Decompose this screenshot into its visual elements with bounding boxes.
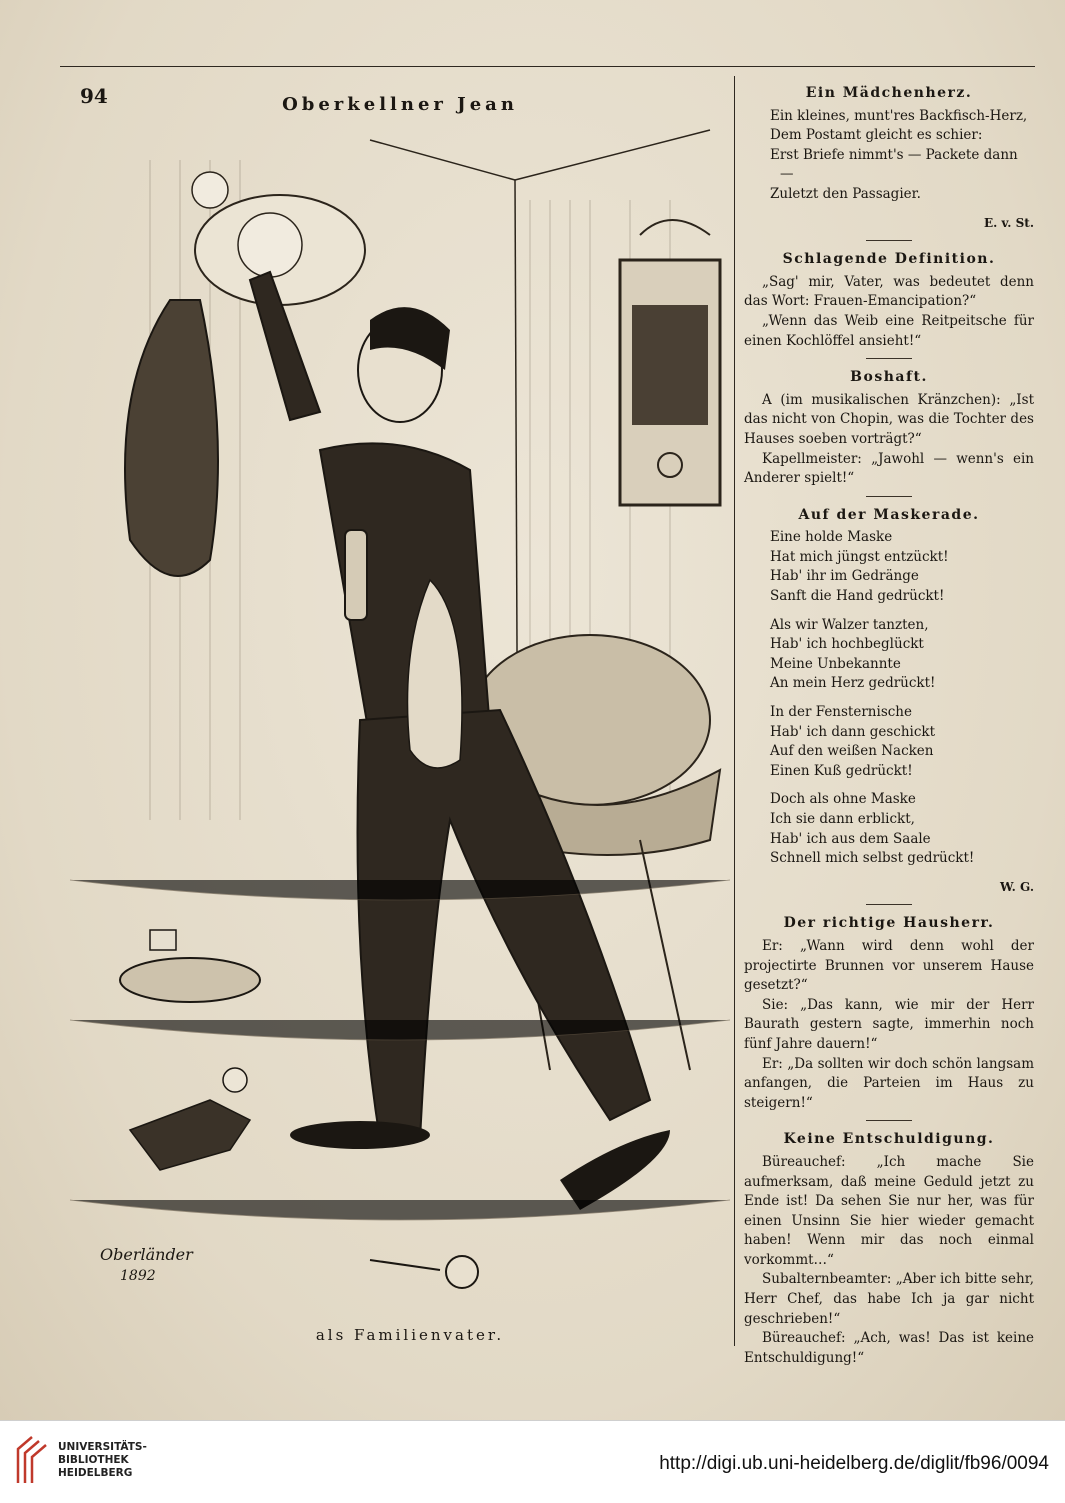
article-paragraph: Er: „Wann wird denn wohl der projectirte Brunnen vor unserem Hause gesetzt?“ bbox=[744, 937, 1034, 994]
svg-text:1892: 1892 bbox=[120, 1268, 156, 1284]
illustration-waiter-with-baby bbox=[70, 120, 730, 1320]
article-title: Schlagende Definition. bbox=[782, 251, 996, 268]
article-title: Keine Entschuldigung. bbox=[783, 1131, 995, 1148]
verse-line: Ein kleines, munt'res Backfisch-Herz, bbox=[770, 107, 1028, 124]
verse-line: Eine holde Maske bbox=[770, 529, 893, 546]
section-rule bbox=[866, 1120, 912, 1121]
article-title: Auf der Maskerade. bbox=[798, 506, 980, 523]
verse-line: Doch als ohne Maske bbox=[770, 791, 916, 808]
section-rule bbox=[866, 240, 912, 241]
artist-signature: Oberländer bbox=[100, 1245, 193, 1264]
verse-line: Einen Kuß gedrückt! bbox=[770, 762, 913, 779]
article-signature: W. G. bbox=[1000, 879, 1034, 894]
verse-line: Als wir Walzer tanzten, bbox=[770, 616, 929, 633]
column-divider bbox=[734, 76, 735, 1346]
verse-line: Erst Briefe nimmt's — Packete dann — bbox=[770, 146, 1018, 183]
verse-line: Hab' ich hochbeglückt bbox=[770, 636, 924, 653]
article-paragraph: A (im musikalischen Kränzchen): „Ist das nicht von Chopin, was die Tochter des Hauses soeben vorträgt?“ bbox=[744, 391, 1034, 447]
article-title: Boshaft. bbox=[850, 369, 928, 386]
article-paragraph: Sie: „Das kann, wie mir der Herr Baurath gestern sagte, immerhin noch fünf Jahre dauern!“ bbox=[744, 996, 1034, 1052]
section-rule bbox=[866, 358, 912, 359]
section-rule bbox=[866, 904, 912, 905]
verse-line: Meine Unbekannte bbox=[770, 655, 901, 672]
verse-line: Hat mich jüngst entzückt! bbox=[770, 548, 949, 565]
verse-line: Schnell mich selbst gedrückt! bbox=[770, 850, 975, 867]
verse-stanza bbox=[744, 790, 1034, 868]
library-logo-icon[interactable] bbox=[16, 1435, 50, 1485]
verse-line: In der Fensternische bbox=[770, 704, 912, 721]
library-logo-text: UNIVERSITÄTS- BIBLIOTHEK HEIDELBERG bbox=[58, 1441, 147, 1479]
illustration-caption: als Familienvater. bbox=[315, 1326, 505, 1344]
verse-line: Hab' ich aus dem Saale bbox=[770, 830, 931, 847]
verse-line: Dem Postamt gleicht es schier: bbox=[770, 127, 983, 144]
verse-stanza bbox=[744, 616, 1034, 694]
verse-stanza bbox=[744, 528, 1034, 606]
article-paragraph: Büreauchef: „Ich mache Sie aufmerksam, daß meine Geduld jetzt zu Ende ist! Da sehen Sie nur her, was für einen Unsinn Sie hier wieder gemacht haben! Wenn mir das noch einmal vorkommt…“ bbox=[744, 1153, 1034, 1268]
article-paragraph: Er: „Da sollten wir doch schön langsam anfangen, die Parteien im Haus zu steigern!“ bbox=[744, 1055, 1034, 1111]
verse-line: Auf den weißen Nacken bbox=[770, 743, 934, 760]
verse-stanza bbox=[744, 703, 1034, 781]
verse-line: Sanft die Hand gedrückt! bbox=[770, 588, 945, 605]
article-paragraph: „Sag' mir, Vater, was bedeutet denn das Wort: Frauen-Emancipation?“ bbox=[744, 273, 1034, 310]
verse-line: Zuletzt den Passagier. bbox=[770, 185, 921, 202]
verse-line: Hab' ihr im Gedränge bbox=[770, 568, 919, 585]
page-number: 94 bbox=[80, 84, 108, 108]
article-paragraph: Büreauchef: „Ach, was! Das ist keine Entschuldigung!“ bbox=[744, 1330, 1034, 1366]
verse-line: An mein Herz gedrückt! bbox=[770, 675, 936, 692]
viewer-footer bbox=[0, 1420, 1065, 1503]
section-rule bbox=[866, 496, 912, 497]
article-title: Der richtige Hausherr. bbox=[783, 915, 995, 932]
verse-stanza bbox=[744, 107, 1034, 205]
illustration-title: Oberkellner Jean bbox=[282, 94, 518, 115]
article-paragraph: „Wenn das Weib eine Reitpeitsche für einen Kochlöffel ansieht!“ bbox=[744, 312, 1034, 349]
article-signature: E. v. St. bbox=[983, 215, 1034, 230]
verse-line: Hab' ich dann geschickt bbox=[770, 723, 935, 740]
text-column bbox=[744, 84, 1034, 1368]
verse-line: Ich sie dann erblickt, bbox=[770, 811, 915, 827]
article-paragraph: Kapellmeister: „Jawohl — wenn's ein Anderer spielt!“ bbox=[744, 450, 1034, 487]
permalink-url[interactable]: http://digi.ub.uni-heidelberg.de/diglit/fb96/0094 bbox=[659, 1453, 1049, 1474]
article-paragraph: Subalternbeamter: „Aber ich bitte sehr, Herr Chef, das habe Ich ja gar nicht geschrieben!“ bbox=[744, 1271, 1034, 1327]
article-title: Ein Mädchenherz. bbox=[805, 85, 973, 101]
